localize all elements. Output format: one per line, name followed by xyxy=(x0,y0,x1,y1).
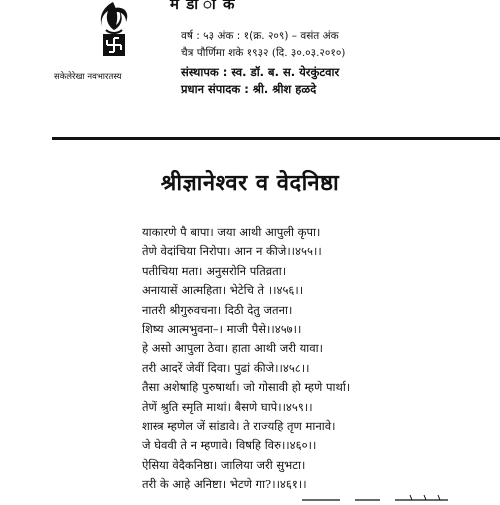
masthead-title-fragment: म डा ा क xyxy=(170,0,236,13)
header-divider xyxy=(52,137,500,140)
article-title: श्रीज्ञानेश्वर व वेदनिष्ठा xyxy=(160,171,340,196)
issue-line: वर्ष : ५३ अंक : १(क्र. २०९) – वसंत अंक xyxy=(181,30,339,42)
flame-swastika-emblem-icon xyxy=(88,0,134,62)
verse-line: शास्त्र म्हणेल जें सांडावे। ते राज्यहि तृण मानावे। xyxy=(142,418,336,433)
verse-line: तैसा अशेषाहि पुरुषार्था। जो गोसावी हो म्हणे पार्था। xyxy=(142,380,351,395)
editor-line: प्रधान संपादक : श्री. श्रीश हळदे xyxy=(181,82,317,96)
verse-line: तरी के आहे अनिष्टा। भेटणे गा?।।४६१।। xyxy=(142,477,307,492)
founder-line: संस्थापक : स्व. डॉ. ब. स. येरकुंटवार xyxy=(181,65,340,79)
verse-line: पतीचिया मता। अनुसरोनि पतिव्रता। xyxy=(142,263,287,278)
date-line: चैत्र पौर्णिमा शके १९३२ (दि. ३०.०३.२०१०) xyxy=(181,47,346,59)
verse-line: जे घेववी ते न म्हणावे। विषहि विरु।।४६०।। xyxy=(142,438,317,453)
verse-line: हे असो आपुला ठेवा। हाता आथी जरी यावा। xyxy=(142,341,323,356)
verse-list xyxy=(142,223,492,494)
cropped-footer-text-fragment xyxy=(300,491,450,505)
verse-line: तरी आदरें जेवीं दिवा। पुढां कीजे।।४५८।। xyxy=(142,360,310,375)
verse-line: याकारणे पै बापा। जया आथी आपुली कृपा। xyxy=(142,225,321,239)
verse-line: तेणें श्रुति स्मृति माथां। बैसणे घापे।।४५९।। xyxy=(142,399,313,414)
verse-line: शिष्य आत्मभुवना–। माजी पैसे।।४५७।। xyxy=(142,321,302,336)
verse-line: अनायासें आत्महिता। भेटेचि ते ।।४५६।। xyxy=(142,283,304,298)
masthead-tagline: सकेलेरेखा नवभारतस्य xyxy=(54,72,122,82)
verse-line: ऐसिया वेदैकनिष्ठा। जालिया जरी सुभटा। xyxy=(142,457,306,472)
verse-line: नातरी श्रीगुरुवचना। दिठी देतु जतना। xyxy=(142,302,293,317)
verse-line: तेणे वेदांचिया निरोपा। आन न कीजे।।४५५।। xyxy=(142,244,322,259)
